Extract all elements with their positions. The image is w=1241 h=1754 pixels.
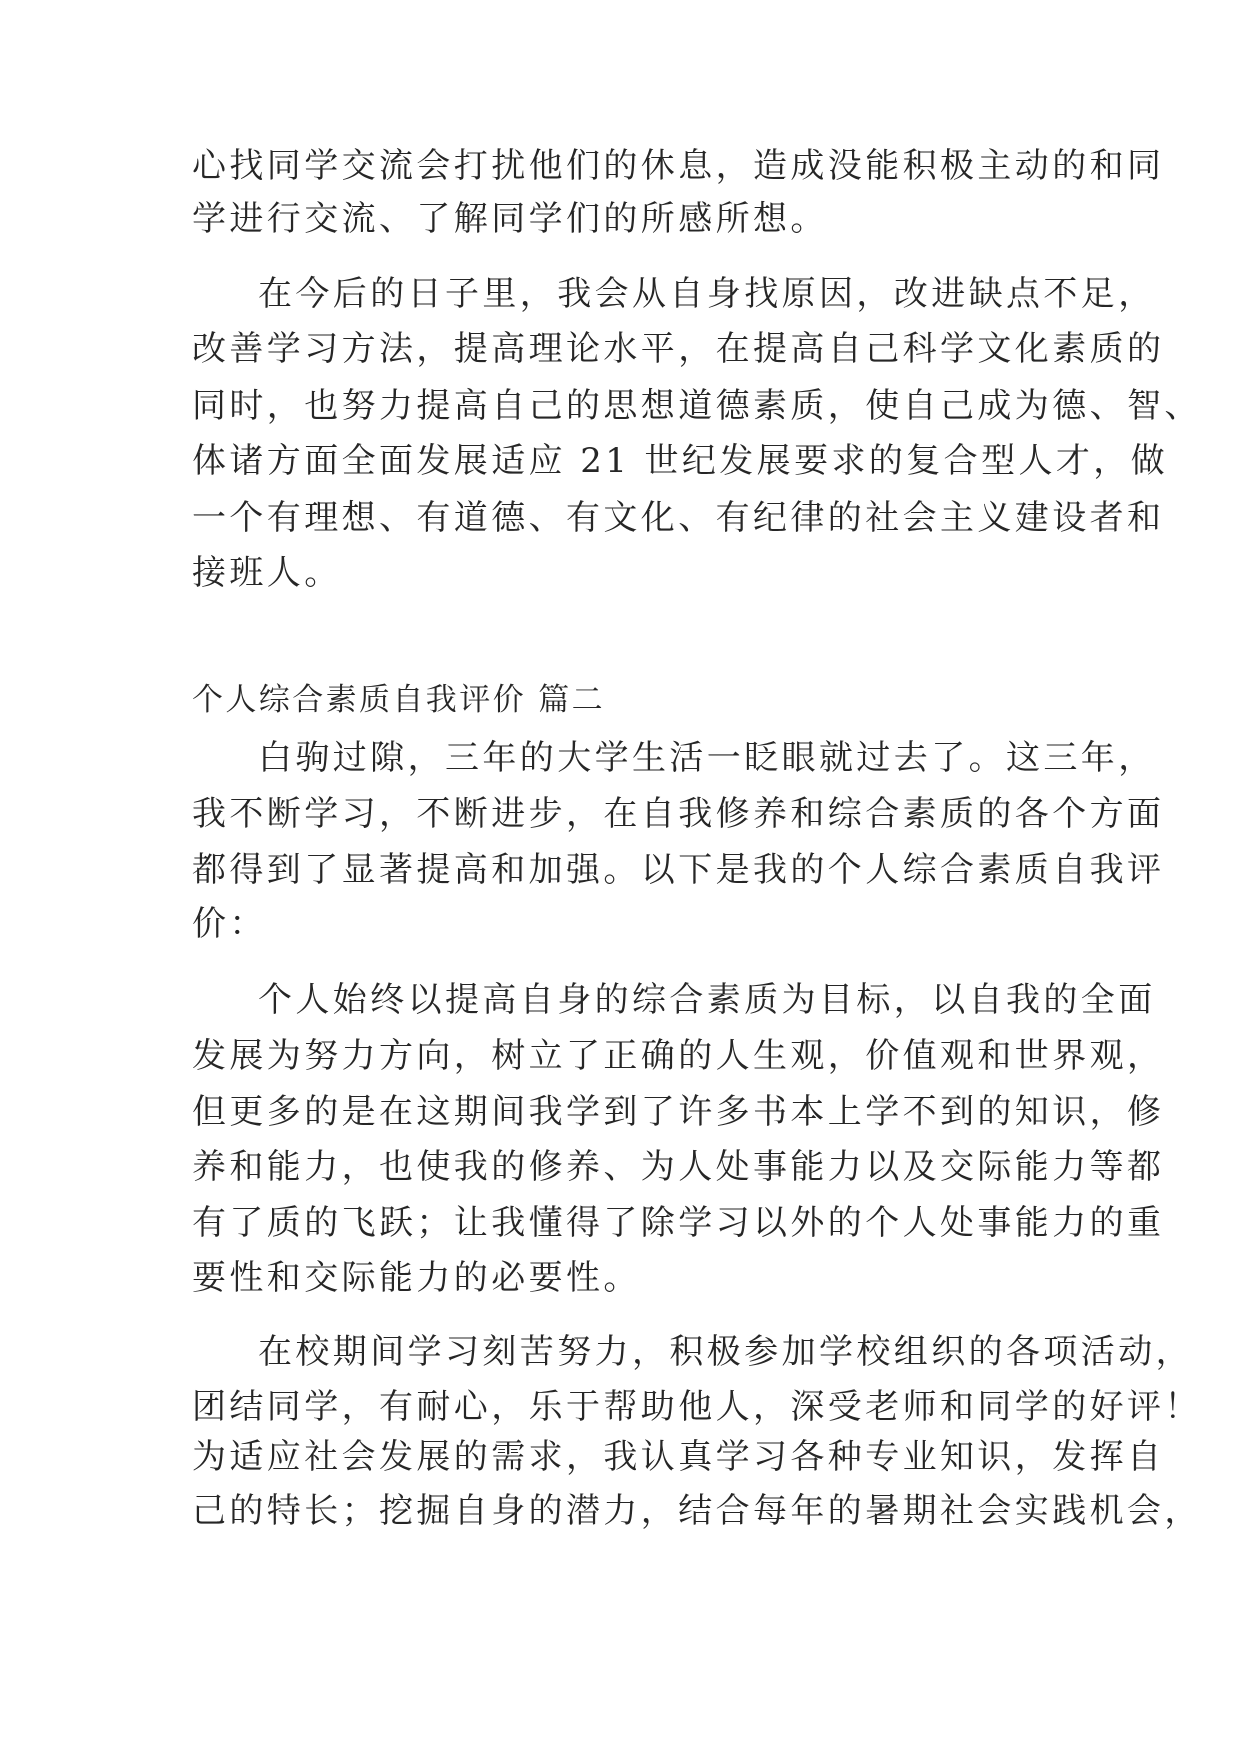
paragraph-line: 己的特长；挖掘自身的潜力，结合每年的暑期社会实践机会，	[192, 1491, 1202, 1531]
paragraph-line: 一个有理想、有道德、有文化、有纪律的社会主义建设者和	[192, 498, 1165, 538]
paragraph-line: 心找同学交流会打扰他们的休息，造成没能积极主动的和同	[192, 146, 1165, 186]
paragraph-line: 团结同学，有耐心，乐于帮助他人，深受老师和同学的好评！	[192, 1387, 1202, 1427]
section-heading: 个人综合素质自我评价 篇二	[192, 682, 606, 718]
paragraph-line: 在今后的日子里，我会从自身找原因，改进缺点不足，	[258, 274, 1156, 314]
paragraph-line: 同时，也努力提高自己的思想道德素质，使自己成为德、智、	[192, 386, 1202, 426]
paragraph-line: 在校期间学习刻苦努力，积极参加学校组织的各项活动，	[258, 1332, 1193, 1372]
paragraph-line: 养和能力，也使我的修养、为人处事能力以及交际能力等都	[192, 1147, 1165, 1187]
paragraph-line: 发展为努力方向，树立了正确的人生观，价值观和世界观，	[192, 1036, 1165, 1076]
paragraph-line: 但更多的是在这期间我学到了许多书本上学不到的知识，修	[192, 1092, 1165, 1132]
paragraph-line: 个人始终以提高自身的综合素质为目标，以自我的全面	[258, 980, 1156, 1020]
paragraph-line: 改善学习方法，提高理论水平，在提高自己科学文化素质的	[192, 329, 1165, 369]
paragraph-line: 有了质的飞跃；让我懂得了除学习以外的个人处事能力的重	[192, 1203, 1165, 1243]
paragraph-line: 为适应社会发展的需求，我认真学习各种专业知识，发挥自	[192, 1437, 1165, 1477]
paragraph-line: 我不断学习，不断进步，在自我修养和综合素质的各个方面	[192, 794, 1165, 834]
paragraph-line: 学进行交流、了解同学们的所感所想。	[192, 199, 828, 239]
paragraph-line: 白驹过隙，三年的大学生活一眨眼就过去了。这三年，	[258, 738, 1156, 778]
paragraph-line: 都得到了显著提高和加强。以下是我的个人综合素质自我评	[192, 850, 1165, 890]
paragraph-line: 体诸方面全面发展适应 21 世纪发展要求的复合型人才，做	[192, 441, 1169, 481]
paragraph-line: 接班人。	[192, 553, 342, 593]
paragraph-line: 价：	[192, 904, 267, 944]
paragraph-line: 要性和交际能力的必要性。	[192, 1258, 641, 1298]
